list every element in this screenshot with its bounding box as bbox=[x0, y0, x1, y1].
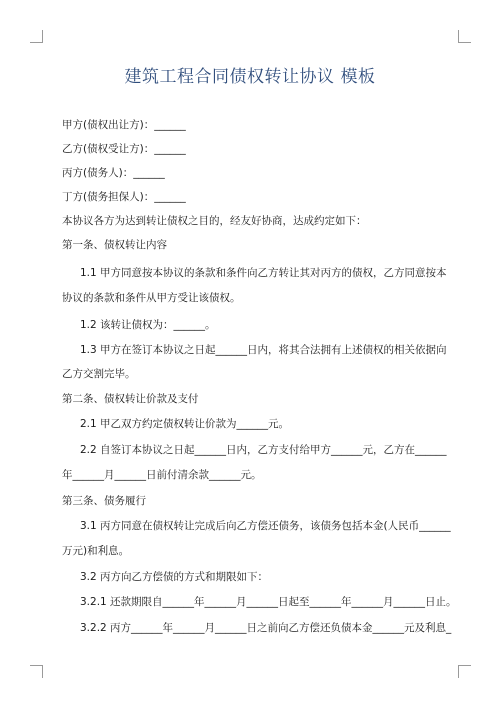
document-title: 建筑工程合同债权转让协议 模板 bbox=[124, 67, 376, 87]
crop-mark-bottom-right bbox=[458, 665, 471, 678]
clause-3-1-line-1: 3.1 丙方同意在债权转让完成后向乙方偿还债务，该债务包括本金(人民币______ bbox=[80, 520, 451, 532]
clause-1-1-line-2: 协议的条款和条件从甲方受让该债权。 bbox=[62, 292, 241, 304]
crop-mark-top-left bbox=[30, 30, 43, 43]
party-c-line: 丙方(债务人)：______ bbox=[62, 167, 165, 179]
party-b-line: 乙方(债权受让方)：______ bbox=[62, 143, 186, 155]
party-d-line: 丁方(债务担保人)：______ bbox=[62, 191, 186, 203]
clause-2-2-line-1: 2.2 自签订本协议之日起______日内，乙方支付给甲方______元，乙方在______ bbox=[80, 444, 447, 456]
article-1-heading: 第一条、债权转让内容 bbox=[62, 239, 167, 251]
clause-3-1-line-2: 万元)和利息。 bbox=[62, 545, 130, 557]
clause-3-2-2: 3.2.2 丙方______年______月______日之前向乙方偿还负债本金______元及利息_ bbox=[80, 622, 452, 634]
clause-2-2-line-2: 年______月______日前付清余款______元。 bbox=[62, 469, 262, 481]
preamble-paragraph: 本协议各方为达到转让债权之目的，经友好协商，达成约定如下： bbox=[62, 215, 367, 227]
clause-1-3-line-1: 1.3 甲方在签订本协议之日起______日内，将其合法拥有上述债权的相关依据向 bbox=[80, 344, 447, 356]
party-a-line: 甲方(债权出让方)：______ bbox=[62, 119, 186, 131]
clause-1-1-line-1: 1.1 甲方同意按本协议的条款和条件向乙方转让其对丙方的债权，乙方同意按本 bbox=[80, 267, 447, 279]
clause-1-3-line-2: 乙方交割完毕。 bbox=[62, 368, 136, 380]
clause-3-2-1: 3.2.1 还款期限自______年______月______日起至______年______月______日止。 bbox=[80, 596, 457, 608]
clause-1-2: 1.2 该转让债权为：______。 bbox=[80, 319, 216, 331]
article-3-heading: 第三条、债务履行 bbox=[62, 495, 146, 507]
article-2-heading: 第二条、债权转让价款及支付 bbox=[62, 393, 199, 405]
crop-mark-top-right bbox=[458, 30, 471, 43]
clause-2-1: 2.1 甲乙双方约定债权转让价款为______元。 bbox=[80, 418, 290, 430]
crop-mark-bottom-left bbox=[30, 665, 43, 678]
clause-3-2: 3.2 丙方向乙方偿债的方式和期限如下： bbox=[80, 571, 269, 583]
